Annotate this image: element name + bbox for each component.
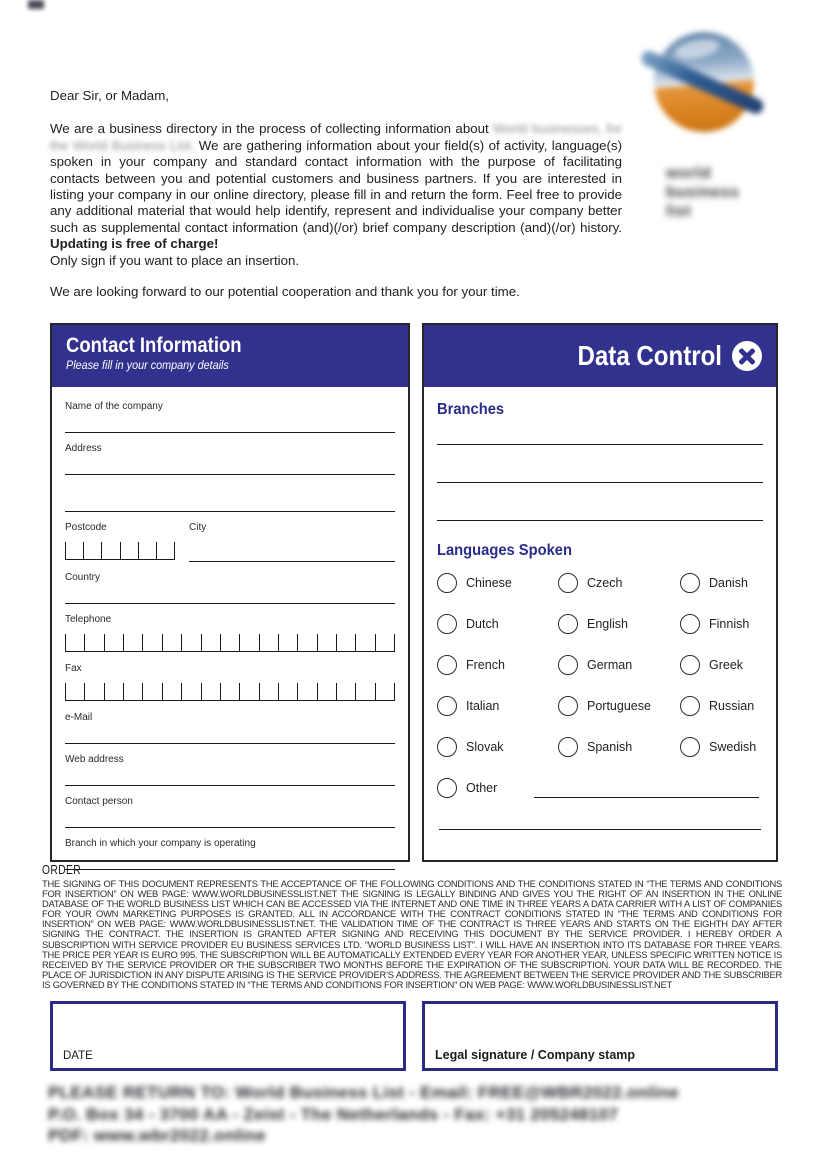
comb-cell: [138, 542, 156, 560]
language-label: Russian: [709, 698, 755, 713]
comb-cell: [120, 542, 138, 560]
other-language-input-line[interactable]: [534, 782, 759, 798]
language-option-russian[interactable]: [680, 695, 763, 716]
branch-label: Branch in which your company is operating: [65, 838, 256, 849]
address-input-line-1[interactable]: [65, 454, 395, 475]
branches-input-line-1[interactable]: [437, 419, 763, 445]
language-label: Portuguese: [587, 698, 651, 713]
comb-cell: [123, 634, 142, 652]
comb-cell: [142, 634, 161, 652]
logo-caption-line: business: [666, 184, 740, 201]
address-label: Address: [65, 443, 102, 454]
branches-heading: Branches: [437, 401, 505, 418]
signature-stamp-label: Legal signature / Company stamp: [435, 1048, 636, 1062]
language-option-portuguese[interactable]: [558, 695, 680, 716]
language-option-czech[interactable]: [558, 572, 680, 593]
comb-cell: [375, 683, 395, 701]
comb-cell: [104, 634, 123, 652]
radio-circle-icon[interactable]: [437, 778, 457, 798]
comb-cell: [239, 683, 258, 701]
radio-circle-icon[interactable]: [558, 696, 578, 716]
comb-cell: [355, 634, 374, 652]
comb-cell: [181, 683, 200, 701]
language-label: Czech: [587, 575, 623, 590]
language-option-german[interactable]: [558, 654, 680, 675]
web-address-input-line[interactable]: [65, 765, 395, 786]
date-label: DATE: [63, 1050, 93, 1062]
data-control-header: [424, 325, 776, 387]
letter-only-sign-line: Only sign if you want to place an insertion.: [50, 252, 300, 268]
field-company-name: [65, 401, 395, 433]
language-option-spanish[interactable]: [558, 736, 680, 757]
comb-cell: [259, 634, 278, 652]
contact-person-label: Contact person: [65, 796, 133, 807]
city-label: City: [189, 522, 207, 533]
comb-cell: [84, 683, 103, 701]
languages-extra-input-line[interactable]: [439, 798, 761, 830]
languages-spoken-heading: Languages Spoken: [437, 542, 572, 559]
language-option-danish[interactable]: [680, 572, 763, 593]
field-postcode-city: [65, 522, 395, 562]
field-web-address: [65, 754, 395, 786]
language-label: Spanish: [587, 739, 633, 754]
comb-cell: [101, 542, 119, 560]
telephone-comb-input[interactable]: [65, 634, 395, 652]
contact-person-input-line[interactable]: [65, 807, 395, 828]
branches-input-line-3[interactable]: [437, 483, 763, 521]
language-option-other-row: [437, 777, 763, 798]
language-label: Greek: [709, 657, 744, 672]
globe-logo-icon: [648, 26, 760, 138]
letter-paragraph: [50, 121, 622, 252]
language-label: French: [466, 657, 505, 672]
email-label: e-Mail: [65, 712, 93, 723]
branches-lines: [437, 419, 763, 521]
order-section: [42, 863, 782, 990]
company-logo: [648, 26, 768, 221]
comb-cell: [297, 634, 316, 652]
branches-input-line-2[interactable]: [437, 445, 763, 483]
comb-cell: [162, 634, 181, 652]
footer-line-2: P.O. Box 34 - 3700 AA - Zeist - The Netherlands - Fax: +31 205248107: [48, 1104, 619, 1124]
comb-cell: [65, 634, 84, 652]
comb-cell: [336, 683, 355, 701]
comb-cell: [317, 634, 336, 652]
field-email: [65, 712, 395, 744]
data-control-title: Data Control: [577, 340, 722, 371]
signature-stamp-box[interactable]: [422, 1001, 778, 1071]
field-contact-person: [65, 796, 395, 828]
fax-label: Fax: [65, 663, 82, 674]
radio-circle-icon[interactable]: [680, 655, 700, 675]
field-address: [65, 443, 395, 512]
language-label: German: [587, 657, 633, 672]
radio-circle-icon[interactable]: [680, 573, 700, 593]
radio-circle-icon[interactable]: [680, 737, 700, 757]
comb-cell: [220, 634, 239, 652]
language-label: Other: [466, 780, 498, 795]
comb-cell: [375, 634, 395, 652]
comb-cell: [83, 542, 101, 560]
order-legal-text: THE SIGNING OF THIS DOCUMENT REPRESENTS THE ACCEPTANCE OF THE FOLLOWING CONDITIONS AND THE CONDITIONS STATED IN “THE TERMS AND CONDITIONS FOR INSERTION” ON WEB PAGE: WWW.WORLDBUSINESSLIST.NET THE SIGNING IS LEGALLY BINDING AND GIVES YOU THE RIGHT OF AN INSERTION IN THE ONLINE DATABASE OF THE WORLD BUSINESS LIST WHICH CAN BE ACCESSED VIA THE INTERNET AND ONE TIME IN THREE YEARS A DATA CARRIER WITH A LIST OF COMPANIES FOR YOUR OWN MARKETING PURPOSES IS GRANTED. ALL IN ACCORDANCE WITH THE CONTRACT CONDITIONS STATED IN “THE TERMS AND CONDITIONS FOR INSERTION” ON WEB PAGE: WWW.WORLDBUSINESSLIST.NET. THE VALIDATION TIME OF THE CONTRACT IS THREE YEARS AND STARTS ON THE EIGHTH DAY AFTER SIGNING THE CONTRACT. THE INSERTION IS GRANTED AFTER SIGNING AND RECEIVING THIS DOCUMENT BY THE SERVICE PROVIDER. I HEREBY ORDER A SUBSCRIPTION WITH SERVICE PROVIDER EU BUSINESS SERVICES LTD. “WORLD BUSINESS LIST”. I WILL HAVE AN INSERTION INTO ITS DATABASE FOR THREE YEARS. THE PRICE PER YEAR IS EURO 995. THE SUBSCRIPTION WILL BE AUTOMATICALLY EXTENDED EVERY YEAR FOR ANOTHER YEAR, UNLESS SPECIFIC WRITTEN NOTICE IS RECEIVED BY THE SERVICE PROVIDER OR THE SUBSCRIBER TWO MONTHS BEFORE THE EXPIRATION OF THE SUBSCRIPTION. YOUR DATA WILL BE RECORDED. THE PLACE OF JURISDICTION IN ANY DISPUTE ARISING IS THE SERVICE PROVIDER’S ADDRESS. THE AGREEMENT BETWEEN THE SERVICE PROVIDER AND THE SUBSCRIBER IS GOVERNED BY THE CONDITIONS STATED IN “THE TERMS AND CONDITIONS FOR INSERTION” ON WEB PAGE: WWW.WORLDBUSINESSLIST.NET: [42, 878, 782, 990]
company-name-label: Name of the company: [65, 401, 163, 412]
language-option-greek[interactable]: [680, 654, 763, 675]
language-label: Italian: [466, 698, 500, 713]
postcode-comb-input[interactable]: [65, 542, 175, 560]
radio-circle-icon[interactable]: [558, 655, 578, 675]
comb-cell: [201, 683, 220, 701]
contact-information-title: Contact Information: [66, 334, 242, 357]
language-label: Slovak: [466, 739, 504, 754]
radio-circle-icon[interactable]: [558, 573, 578, 593]
logo-caption-line: list: [666, 203, 692, 220]
language-label: Dutch: [466, 616, 499, 631]
comb-cell: [278, 683, 297, 701]
comb-cell: [317, 683, 336, 701]
contact-information-body: [52, 387, 408, 870]
comb-cell: [297, 683, 316, 701]
comb-cell: [278, 634, 297, 652]
data-control-body: [424, 387, 776, 830]
comb-cell: [123, 683, 142, 701]
comb-cell: [84, 634, 103, 652]
letter-bold-text: Updating is free of charge!: [50, 236, 219, 252]
circle-x-icon: [732, 341, 762, 371]
language-label: Danish: [709, 575, 748, 590]
radio-circle-icon[interactable]: [680, 614, 700, 634]
radio-circle-icon[interactable]: [437, 573, 457, 593]
contact-information-subtitle: Please fill in your company details: [66, 360, 229, 372]
logo-caption-line: world: [666, 165, 712, 182]
radio-circle-icon[interactable]: [680, 696, 700, 716]
language-option-english[interactable]: [558, 613, 680, 634]
language-option-slovak[interactable]: [437, 736, 558, 757]
city-input-line[interactable]: [189, 533, 395, 562]
comb-cell: [355, 683, 374, 701]
language-label: English: [587, 616, 628, 631]
comb-cell: [201, 634, 220, 652]
comb-cell: [336, 634, 355, 652]
radio-circle-icon[interactable]: [558, 614, 578, 634]
company-name-input-line[interactable]: [65, 412, 395, 433]
language-option-chinese[interactable]: [437, 572, 558, 593]
comb-cell: [156, 542, 175, 560]
letter-text-before: We are a business directory in the process of collecting information about: [50, 121, 494, 137]
radio-circle-icon[interactable]: [437, 696, 457, 716]
field-city: [189, 522, 395, 562]
telephone-label: Telephone: [65, 614, 112, 625]
comb-cell: [65, 542, 83, 560]
language-label: Swedish: [709, 739, 757, 754]
comb-cell: [142, 683, 161, 701]
comb-cell: [259, 683, 278, 701]
field-country: [65, 572, 395, 604]
radio-circle-icon[interactable]: [437, 614, 457, 634]
language-option-french[interactable]: [437, 654, 558, 675]
language-option-finnish[interactable]: [680, 613, 763, 634]
letter-closing: We are looking forward to our potential cooperation and thank you for your time.: [50, 284, 520, 300]
field-fax: [65, 663, 395, 701]
field-postcode: [65, 522, 175, 562]
cover-letter: [50, 88, 622, 300]
letter-salutation: Dear Sir, or Madam,: [50, 88, 169, 103]
language-option-italian[interactable]: [437, 695, 558, 716]
comb-cell: [162, 683, 181, 701]
language-option-dutch[interactable]: [437, 613, 558, 634]
radio-circle-icon[interactable]: [437, 655, 457, 675]
fax-comb-input[interactable]: [65, 683, 395, 701]
web-address-label: Web address: [65, 754, 124, 765]
page-corner-mark: [28, 0, 44, 9]
comb-cell: [220, 683, 239, 701]
redacted-text: World businesses, for the World Business List.: [50, 121, 622, 153]
comb-cell: [65, 683, 84, 701]
data-control-box: [422, 323, 778, 862]
language-label: Finnish: [709, 616, 750, 631]
comb-cell: [181, 634, 200, 652]
address-input-line-2[interactable]: [65, 475, 395, 512]
return-address-footer: [48, 1082, 778, 1147]
footer-line-1: PLEASE RETURN TO: World Business List - Email: FREE@WBR2022.online: [48, 1083, 679, 1102]
comb-cell: [104, 683, 123, 701]
country-input-line[interactable]: [65, 583, 395, 604]
field-telephone: [65, 614, 395, 652]
country-label: Country: [65, 572, 101, 583]
order-heading: ORDER: [42, 863, 82, 877]
logo-caption: [666, 164, 768, 221]
radio-circle-icon[interactable]: [558, 737, 578, 757]
letter-text-after: We are gathering information about your field(s) of activity, language(s) spoken in your company and standard contact information with the purpose of facilitating contacts between you and potential customers and business partners. If you are interested in listing your company in our online directory, please fill in and return the form. Feel free to provide any additional material that would help identify, represent and individualise your company better such as supplemental contact information (and)(/or) brief company description (and)(/or) history.: [50, 137, 623, 235]
contact-information-box: [50, 323, 410, 862]
language-option-swedish[interactable]: [680, 736, 763, 757]
postcode-label: Postcode: [65, 522, 107, 533]
email-input-line[interactable]: [65, 723, 395, 744]
date-box[interactable]: [50, 1001, 406, 1071]
radio-circle-icon[interactable]: [437, 737, 457, 757]
comb-cell: [239, 634, 258, 652]
language-label: Chinese: [466, 575, 512, 590]
languages-grid: [437, 572, 763, 757]
contact-information-header: [52, 325, 408, 387]
language-option-other[interactable]: [437, 777, 497, 798]
footer-line-3: PDF: www.wbr2022.online: [48, 1126, 266, 1145]
